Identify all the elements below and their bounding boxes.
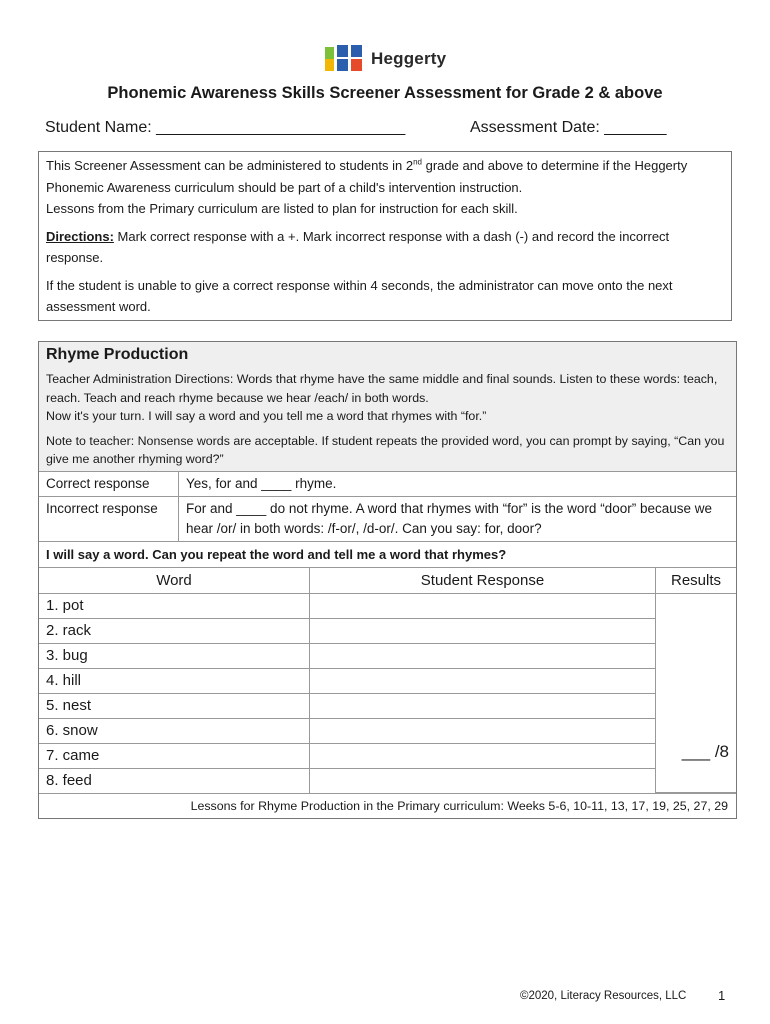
table-row xyxy=(39,593,736,618)
incorrect-response-text: For and ____ do not rhyme. A word that rhymes with “for” is the word “door” because we hear /or/ in both words: /f-or/, /d-or/. Can you say: for, door? xyxy=(179,496,737,541)
response-guide-table xyxy=(39,472,736,542)
student-response-cell[interactable] xyxy=(310,593,656,618)
student-response-cell[interactable] xyxy=(310,718,656,743)
word-cell: 6. snow xyxy=(39,718,310,743)
column-header-word: Word xyxy=(39,568,310,594)
directions-label: Directions: xyxy=(46,228,114,244)
word-table xyxy=(39,568,736,794)
table-row xyxy=(39,668,736,693)
logo-blocks-icon xyxy=(325,45,363,73)
rhyme-header xyxy=(39,342,736,472)
student-prompt: I will say a word. Can you repeat the word and tell me a word that rhymes? xyxy=(39,542,736,568)
student-response-cell[interactable] xyxy=(310,643,656,668)
student-response-cell[interactable] xyxy=(310,743,656,768)
intro-lessons-note: Lessons from the Primary curriculum are listed to plan for instruction for each skill. xyxy=(46,201,518,216)
word-cell: 7. came xyxy=(39,743,310,768)
page-title: Phonemic Awareness Skills Screener Assessment for Grade 2 & above xyxy=(107,84,663,102)
intro-paragraph: This Screener Assessment can be administered to students in 2nd grade and above to determine if the Heggerty Phonemic Awareness curriculum should be part of a child's intervention instruction. xyxy=(46,157,688,195)
assessment-date-field: Assessment Date: _______ xyxy=(470,119,667,136)
correct-response-text: Yes, for and ____ rhyme. xyxy=(179,472,737,497)
rhyme-production-section xyxy=(38,341,737,819)
lessons-reference: Lessons for Rhyme Production in the Primary curriculum: Weeks 5-6, 10-11, 13, 17, 19, 25, 27, 29 xyxy=(39,793,736,818)
results-score[interactable]: ___ /8 xyxy=(656,593,737,793)
word-cell: 1. pot xyxy=(39,593,310,618)
teacher-note: Note to teacher: Nonsense words are acceptable. If student repeats the provided word, you can prompt by saying, “Can you give me another rhyming word?” xyxy=(46,433,725,466)
table-row xyxy=(39,643,736,668)
intro-box xyxy=(38,151,732,321)
copyright: ©2020, Literacy Resources, LLC xyxy=(520,990,687,1002)
student-response-cell[interactable] xyxy=(310,618,656,643)
logo-text: Heggerty xyxy=(371,49,447,68)
table-row xyxy=(39,693,736,718)
table-row xyxy=(39,768,736,793)
word-cell: 3. bug xyxy=(39,643,310,668)
incorrect-response-label: Incorrect response xyxy=(39,496,179,541)
word-cell: 4. hill xyxy=(39,668,310,693)
student-response-cell[interactable] xyxy=(310,693,656,718)
timeout-note: If the student is unable to give a correct response within 4 seconds, the administrator can move onto the next assessment word. xyxy=(46,277,673,314)
student-response-cell[interactable] xyxy=(310,668,656,693)
table-row xyxy=(39,618,736,643)
student-name-field: Student Name: ____________________________ xyxy=(45,119,406,136)
page-number: 1 xyxy=(718,988,726,1003)
student-response-cell[interactable] xyxy=(310,768,656,793)
correct-response-label: Correct response xyxy=(39,472,179,497)
directions: Directions: Mark correct response with a +. Mark incorrect response with a dash (-) and record the incorrect response. xyxy=(46,228,670,265)
word-cell: 8. feed xyxy=(39,768,310,793)
section-heading: Rhyme Production xyxy=(46,346,189,363)
column-header-response: Student Response xyxy=(310,568,656,594)
word-cell: 5. nest xyxy=(39,693,310,718)
word-cell: 2. rack xyxy=(39,618,310,643)
table-row xyxy=(39,718,736,743)
now-your-turn: Now it's your turn. I will say a word and you tell me a word that rhymes with “for.” xyxy=(46,409,487,423)
heggerty-logo xyxy=(325,45,446,73)
teacher-directions: Teacher Administration Directions: Words that rhyme have the same middle and final sounds. Listen to these words: teach, reach. Teach and reach rhyme because we hear /each/ in both words. xyxy=(46,372,718,405)
column-header-results: Results xyxy=(656,568,737,594)
table-row xyxy=(39,743,736,768)
